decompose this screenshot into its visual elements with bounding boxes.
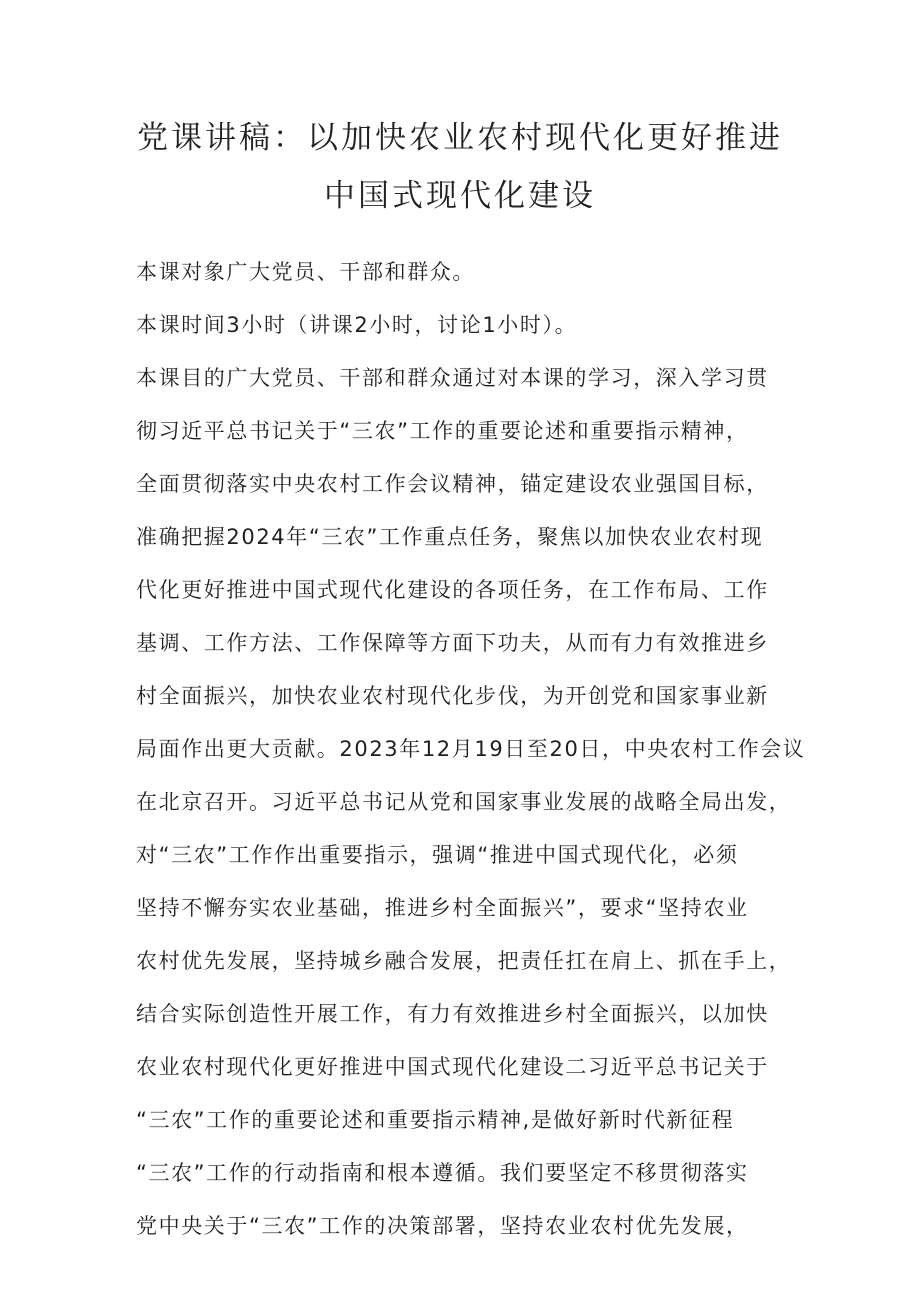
body-line: 在北京召开。习近平总书记从党和国家事业发展的战略全局出发， [136,790,792,814]
body-line: 本课时间3小时（讲课2小时，讨论1小时）。 [136,313,578,337]
document-title-line-2: 中国式现代化建设 [324,178,596,214]
body-line: “三农”工作的重要论述和重要指示精神,是做好新时代新征程 [136,1108,735,1132]
body-line: 农村优先发展，坚持城乡融合发展，把责任扛在肩上、抓在手上， [136,949,792,973]
body-line: 党中央关于“三农”工作的决策部署，坚持农业农村优先发展， [136,1214,749,1238]
body-line: 村全面振兴，加快农业农村现代化步伐，为开创党和国家事业新 [136,684,769,708]
body-line: 局面作出更大贡献。2023年12月19日至20日，中央农村工作会议 [136,737,806,761]
body-line: 全面贯彻落实中央农村工作会议精神，锚定建设农业强国目标， [136,472,769,496]
body-line: 彻习近平总书记关于“三农”工作的重要论述和重要指示精神， [136,419,749,443]
body-line: 对“三农”工作作出重要指示，强调“推进中国式现代化，必须 [136,843,739,867]
body-line: 本课对象广大党员、干部和群众。 [136,260,475,284]
body-line: 坚持不懈夯实农业基础，推进乡村全面振兴”，要求“坚持农业 [136,896,749,920]
body-line: 农业农村现代化更好推进中国式现代化建设二习近平总书记关于 [136,1055,769,1079]
body-line: 代化更好推进中国式现代化建设的各项任务，在工作布局、工作 [136,578,769,602]
body-line: 准确把握2024年“三农”工作重点任务，聚焦以加快农业农村现 [136,525,764,549]
document-body [136,254,816,1261]
document-title-line-1: 党课讲稿：以加快农业农村现代化更好推进 [137,120,783,156]
body-line: 结合实际创造性开展工作，有力有效推进乡村全面振兴，以加快 [136,1002,769,1026]
body-line: “三农”工作的行动指南和根本遵循。我们要坚定不移贯彻落实 [136,1161,749,1185]
body-line: 基调、工作方法、工作保障等方面下功夫，从而有力有效推进乡 [136,631,769,655]
body-line: 本课目的广大党员、干部和群众通过对本课的学习，深入学习贯 [136,366,769,390]
